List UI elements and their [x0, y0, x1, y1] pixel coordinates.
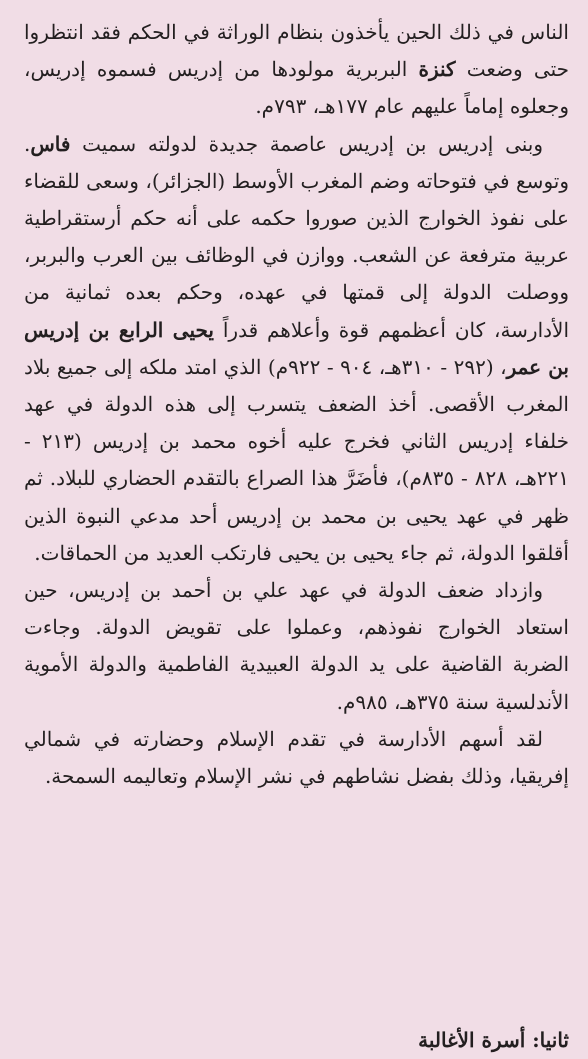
paragraph-3: وازداد ضعف الدولة في عهد علي بن أحمد بن إدريس، حين استعاد الخوارج نفوذهم، وعملوا على تقويض الدولة. وجاءت الضربة القاضية على يد الدولة العبيدية الفاطمية والدولة الأموية الأندلسية سنة ٣٧٥هـ، ٩٨٥م.	[24, 578, 569, 714]
city-fas: فاس	[30, 131, 71, 156]
name-yahya-iv: يحيى الرابع بن إدريس بن عمر	[24, 317, 569, 379]
paragraph-1-text-c: البربرية مولودها من إدريس فسموه إدريس، وجعلوه إماماً عليهم عام ١٧٧هـ، ٧٩٣م.	[24, 57, 569, 119]
paragraph-2-text-c: . وتوسع في فتوحاته وضم المغرب الأوسط (الجزائر)، وسعى للقضاء على نفوذ الخوارج الذين صوروا حكمه على أنه حكم أرستقراطية عربية مترفعة عن الشعب. ووازن في الوظائف بين العرب والبربر، ووصلت الدولة إلى قمتها في عهده، وحكم بعده ثمانية من الأدارسة، كان أعظمهم قوة وأعلاهم قدراً	[24, 131, 570, 342]
paragraph-2-text-a: وبنى إدريس بن إدريس عاصمة جديدة لدولته سميت	[70, 131, 543, 156]
paragraph-2-text-e: ، (٢٩٢ - ٣١٠هـ، ٩٠٤ - ٩٢٢م) الذي امتد ملكه إلى جميع بلاد المغرب الأقصى. أخذ الضعف يتسرب إلى هذه الدولة في عهد خلفاء إدريس الثاني فخرج عليه أخوه محمد بن إدريس (٢١٣ - ٢٢١هـ، ٨٢٨ - ٨٣٥م)، فأضَرَّ هذا الصراع بالتقدم الحضاري للبلاد. ثم ظهر في عهد يحيى بن محمد بن إدريس أحد مدعي النبوة الذين أقلقوا الدولة، ثم جاء يحيى بن يحيى فارتكب العديد من الحماقات.	[24, 354, 569, 565]
paragraph-1-text-a: الناس في ذلك الحين يأخذون بنظام الوراثة في الحكم فقد انتظروا حتى وضعت	[24, 20, 569, 82]
document-page	[24, 0, 570, 1052]
paragraph-4: لقد أسهم الأدارسة في تقدم الإسلام وحضارته في شمالي إفريقيا، وذلك بفضل نشاطهم في نشر الإسلام وتعاليمه السمحة.	[24, 726, 569, 789]
paragraph-2	[24, 126, 569, 572]
name-kanza: كنزة	[418, 57, 456, 82]
paragraph-1	[24, 14, 569, 126]
next-section-heading-partial: ثانيا: أسرة الأغالبة	[418, 1027, 569, 1052]
